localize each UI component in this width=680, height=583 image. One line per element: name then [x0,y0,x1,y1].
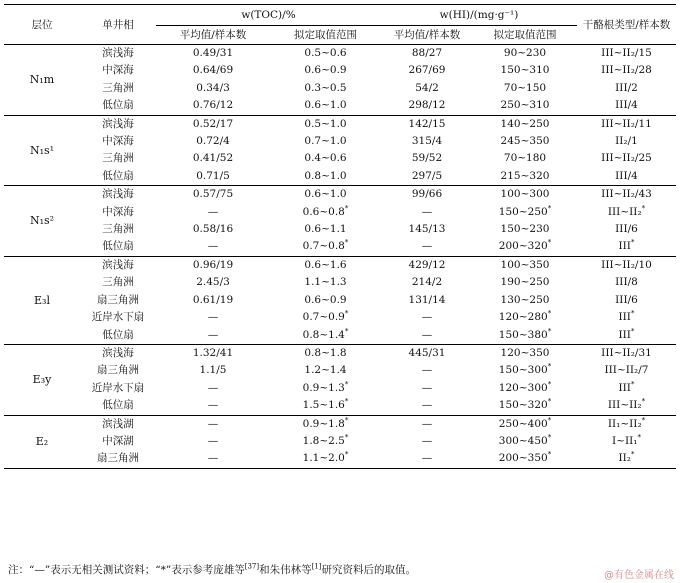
table-row [4,204,676,221]
stratum-cell: N₁m [4,45,80,116]
toc-mean-cell: 0.61/19 [192,293,234,306]
toc-range-cell: 0.9~1.3* [302,380,349,394]
facies-cell: 低位扇 [102,399,134,412]
toc-mean-cell: 0.41/52 [192,152,234,165]
facies-cell: 低位扇 [102,328,134,341]
hi-range-cell: 120~300* [498,380,552,394]
kerogen-cell: III~II₂/43 [577,186,676,204]
facies-cell: 低位扇 [102,99,134,112]
table-row [4,45,676,63]
hi-range-cell: 190~250 [500,276,550,289]
toc-mean-cell: 0.52/17 [156,115,270,133]
hi-mean-cell: 59/52 [411,152,443,165]
toc-range-cell: 1.2~1.4 [304,364,347,377]
hi-range-cell: 215~320 [500,169,550,182]
table-row [4,115,676,133]
hi-mean-cell: — [421,328,433,341]
kerogen-cell: II₁~II₂* [577,415,676,433]
kerogen-cell: II₂* [618,450,635,465]
facies-cell: 中深海 [102,64,134,77]
table-row [4,133,676,150]
kerogen-cell: I~II₁* [612,433,641,447]
kerogen-cell: II₂/1 [615,135,638,148]
toc-mean-cell: — [156,415,270,433]
col-header-toc: w(TOC)/% [156,5,381,26]
table-row [4,380,676,397]
hi-range-cell: 100~300 [473,186,577,204]
hi-range-cell: 150~380* [498,327,552,341]
stratum-cell: E₃y [4,344,80,415]
facies-cell: 滨浅海 [80,45,156,63]
hi-mean-cell: 88/27 [381,45,473,63]
table-row [4,433,676,450]
toc-range-cell: 0.7~0.8* [302,238,349,253]
hi-mean-cell: 297/5 [411,169,443,182]
facies-cell: 滨浅海 [80,344,156,362]
table-row [4,80,676,97]
toc-range-cell: 0.8~1.0 [304,169,347,182]
toc-mean-cell: 0.64/69 [192,64,234,77]
col-header-toc-range: 拟定取值范围 [270,26,381,45]
toc-mean-cell: — [207,381,219,394]
toc-range-cell: 0.6~1.0 [304,99,347,112]
hi-mean-cell: 142/15 [381,115,473,133]
hi-mean-cell: 298/12 [408,99,446,112]
toc-mean-cell: 0.57/75 [156,186,270,204]
facies-cell: 三角洲 [102,223,134,236]
toc-mean-cell: — [207,328,219,341]
toc-range-cell: 1.8~2.5* [302,433,349,447]
hi-mean-cell: 131/14 [408,293,446,306]
toc-mean-cell: 1.32/41 [156,344,270,362]
hi-mean-cell: — [421,240,433,253]
facies-cell: 低位扇 [102,240,134,253]
header-row-1 [4,5,676,26]
stratum-cell: N₁s¹ [4,115,80,186]
toc-range-cell: 0.6~0.9 [304,64,347,77]
toc-mean-cell: — [207,205,219,218]
facies-cell: 近岸水下扇 [91,311,145,324]
facies-cell: 滨浅湖 [80,415,156,433]
toc-range-cell: 0.6~0.9 [304,293,347,306]
hi-mean-cell: 99/66 [381,186,473,204]
hi-mean-cell: 267/69 [408,64,446,77]
facies-cell: 中深海 [102,135,134,148]
toc-mean-cell: 0.58/16 [192,223,234,236]
hi-range-cell: 245~350 [500,135,550,148]
hi-range-cell: 150~250* [498,204,552,218]
facies-cell: 三角洲 [102,276,134,289]
hi-range-cell: 150~310 [500,64,550,77]
toc-mean-cell: — [207,434,219,447]
table-note: 注：“—”表示无相关测试资料；“*”表示参考庞雄等[37]和朱伟林等[1]研究资料后的取值。 [8,562,417,576]
toc-mean-cell: 2.45/3 [196,276,230,289]
facies-cell: 中深海 [102,205,134,218]
hi-range-cell: 150~320* [498,397,552,412]
kerogen-cell: III/2 [615,81,638,94]
kerogen-cell: III/4 [615,169,638,182]
facies-cell: 扇三角洲 [97,452,139,465]
col-header-facies: 单井相 [102,18,134,31]
facies-cell: 低位扇 [102,169,134,182]
facies-cell: 三角洲 [102,152,134,165]
table-body [4,45,676,469]
facies-cell: 滨浅海 [80,256,156,274]
kerogen-cell: III~II₂* [607,204,646,218]
facies-cell: 近岸水下扇 [91,381,145,394]
col-header-hi-mean: 平均值/样本数 [381,26,473,45]
table-row [4,256,676,274]
hi-mean-cell: 214/2 [411,276,443,289]
facies-cell: 扇三角洲 [97,293,139,306]
toc-mean-cell: 0.49/31 [156,45,270,63]
toc-range-cell: 1.5~1.6* [302,397,349,412]
kerogen-cell: III* [618,380,635,394]
stratum-cell: N₁s² [4,186,80,257]
hi-range-cell: 200~350* [498,450,552,465]
hi-range-cell: 250~400* [473,415,577,433]
table-row [4,397,676,415]
toc-range-cell: 0.5~1.0 [270,115,381,133]
table-row [4,221,676,238]
facies-cell: 中深湖 [102,434,134,447]
kerogen-cell: III/6 [615,223,638,236]
toc-range-cell: 0.6~1.0 [270,186,381,204]
table-row [4,150,676,167]
toc-range-cell: 0.6~0.8* [302,204,349,218]
kerogen-cell: III* [618,238,635,253]
hi-range-cell: 70~180 [503,152,547,165]
table-row [4,344,676,362]
hi-mean-cell: — [421,311,433,324]
kerogen-cell: III* [618,309,635,324]
hi-range-cell: 140~250 [473,115,577,133]
toc-mean-cell: 0.72/4 [196,135,230,148]
toc-mean-cell: — [207,311,219,324]
facies-cell: 滨浅海 [80,115,156,133]
toc-mean-cell: — [207,452,219,465]
col-header-stratum: 层位 [31,18,53,31]
kerogen-cell: III~II₂/15 [577,45,676,63]
watermark: @有色金属在线 [604,570,674,581]
table-row [4,327,676,345]
col-header-kerogen: 干酪根类型/样本数 [582,18,671,31]
hi-mean-cell: — [381,415,473,433]
hi-mean-cell: 445/31 [381,344,473,362]
hi-mean-cell: 145/13 [408,223,446,236]
hi-mean-cell: — [421,381,433,394]
kerogen-cell: III~II₂/7 [604,364,649,377]
table-row [4,186,676,204]
toc-range-cell: 0.5~0.6 [270,45,381,63]
col-header-toc-mean: 平均值/样本数 [156,26,270,45]
kerogen-cell: III* [618,327,635,341]
table-row [4,292,676,309]
hi-range-cell: 300~450* [498,433,552,447]
kerogen-cell: III/6 [615,293,638,306]
kerogen-cell: III~II₂/31 [577,344,676,362]
kerogen-cell: III~II₂* [607,397,646,412]
kerogen-cell: III~II₂/28 [601,64,652,77]
toc-mean-cell: 0.76/12 [192,99,234,112]
toc-range-cell: 0.9~1.8* [270,415,381,433]
stratum-cell: E₂ [4,415,80,468]
table-row [4,309,676,326]
toc-mean-cell: 0.96/19 [156,256,270,274]
hi-range-cell: 250~310 [500,99,550,112]
toc-range-cell: 0.3~0.5 [304,81,347,94]
hi-range-cell: 120~280* [498,309,552,324]
toc-mean-cell: — [207,399,219,412]
toc-mean-cell: — [207,240,219,253]
toc-mean-cell: 0.71/5 [196,169,230,182]
toc-range-cell: 1.1~1.3 [304,276,347,289]
facies-cell: 扇三角洲 [97,364,139,377]
hi-range-cell: 90~230 [473,45,577,63]
facies-cell: 三角洲 [102,81,134,94]
toc-range-cell: 0.7~1.0 [304,135,347,148]
hi-range-cell: 200~320* [498,238,552,253]
toc-range-cell: 0.4~0.6 [304,152,347,165]
toc-range-cell: 0.6~1.1 [304,223,347,236]
hi-range-cell: 70~150 [503,81,547,94]
kerogen-cell: III/8 [615,276,638,289]
kerogen-cell: III~II₂/10 [577,256,676,274]
table-row [4,450,676,468]
col-header-hi: w(HI)/(mg·g⁻¹) [381,5,577,26]
facies-cell: 滨浅海 [80,186,156,204]
table-row [4,168,676,186]
hi-mean-cell: — [421,205,433,218]
hi-mean-cell: — [421,364,433,377]
hi-mean-cell: 54/2 [415,81,439,94]
kerogen-cell: III~II₂/25 [601,152,652,165]
toc-range-cell: 0.8~1.8 [270,344,381,362]
toc-range-cell: 0.6~1.6 [270,256,381,274]
hi-range-cell: 150~300* [498,362,552,377]
hi-mean-cell: — [421,434,433,447]
toc-range-cell: 0.8~1.4* [302,327,349,341]
table-row [4,62,676,79]
toc-range-cell: 0.7~0.9* [302,309,349,324]
toc-mean-cell: 0.34/3 [196,81,230,94]
table-row [4,362,676,379]
hi-range-cell: 100~350 [473,256,577,274]
stratum-cell: E₃l [4,256,80,344]
hi-mean-cell: 315/4 [411,135,443,148]
hi-mean-cell: 429/12 [381,256,473,274]
kerogen-cell: III~II₂/11 [577,115,676,133]
toc-mean-cell: 1.1/5 [199,364,227,377]
table-row [4,238,676,256]
table-row [4,274,676,291]
hi-mean-cell: — [421,452,433,465]
data-table [4,4,676,469]
table-row [4,97,676,115]
hi-range-cell: 120~350 [473,344,577,362]
hi-range-cell: 130~250 [500,293,550,306]
hi-range-cell: 150~230 [500,223,550,236]
kerogen-cell: III/4 [615,99,638,112]
toc-range-cell: 1.1~2.0* [302,450,349,465]
col-header-hi-range: 拟定取值范围 [473,26,577,45]
hi-mean-cell: — [421,399,433,412]
table-row [4,415,676,433]
